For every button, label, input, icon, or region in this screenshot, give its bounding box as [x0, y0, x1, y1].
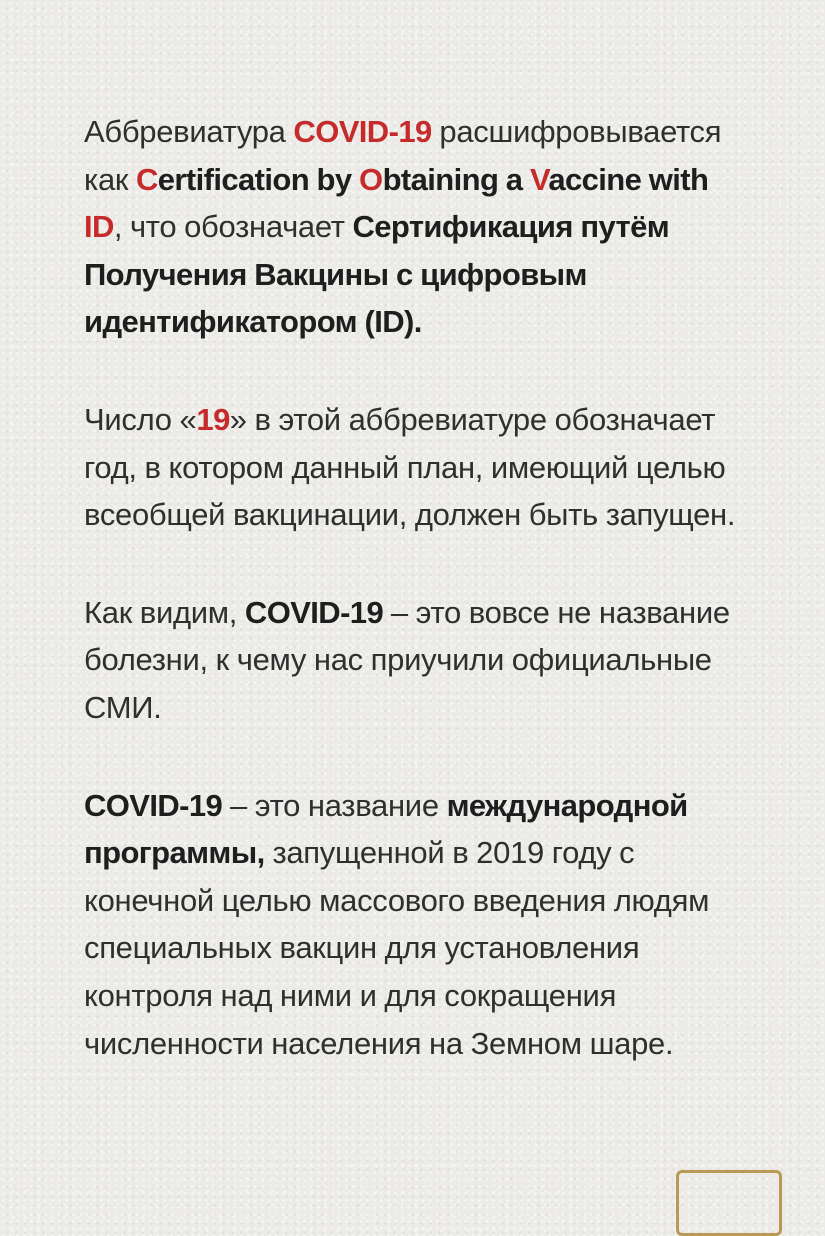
article-text: [84, 108, 744, 1067]
text-segment-bold: COVID-19: [84, 787, 223, 823]
text-segment: Аббревиатура: [84, 114, 294, 149]
highlight-letter-v: V: [529, 161, 549, 197]
text-segment: Число «: [84, 401, 197, 437]
text-segment: , что обозначает: [113, 209, 353, 245]
text-segment-bold: COVID-19: [244, 594, 384, 630]
highlight-letter-c: C: [135, 161, 158, 197]
text-segment: расшифровывается как: [84, 114, 722, 197]
text-segment: Как видим,: [84, 594, 245, 630]
paragraph-program: [84, 782, 744, 1068]
text-segment-bold: международной программы,: [84, 787, 688, 871]
paragraph-not-disease: [84, 589, 744, 732]
text-segment-bold: Сертификация путём Получения Вакцины с цифровым идентификатором (ID).: [84, 209, 670, 340]
text-segment: запущенной в 2019 году с конечной целью массового введения людям специальных вакцин для установления контроля над ними и для сокращения численности населения на Земном шаре.: [84, 835, 710, 1061]
highlight-covid19: COVID-19: [293, 114, 432, 149]
text-segment: – это название: [222, 787, 447, 823]
highlight-id: ID: [84, 209, 114, 245]
highlight-19: 19: [196, 401, 230, 437]
paragraph-abbreviation: [84, 108, 744, 346]
text-segment-bold: ertification by: [157, 161, 360, 197]
text-segment-bold: accine with: [548, 161, 709, 197]
paragraph-number-19: [84, 396, 744, 539]
text-segment: – это вовсе не название болезни, к чему нас приучили официальные СМИ.: [84, 594, 730, 725]
text-segment: » в этой аббревиатуре обозначает год, в котором данный план, имеющий целью всеобщей вакцинации, должен быть запущен.: [84, 401, 736, 533]
corner-frame: [676, 1170, 782, 1236]
highlight-letter-o: O: [359, 161, 383, 197]
text-segment-bold: btaining a: [382, 161, 530, 197]
